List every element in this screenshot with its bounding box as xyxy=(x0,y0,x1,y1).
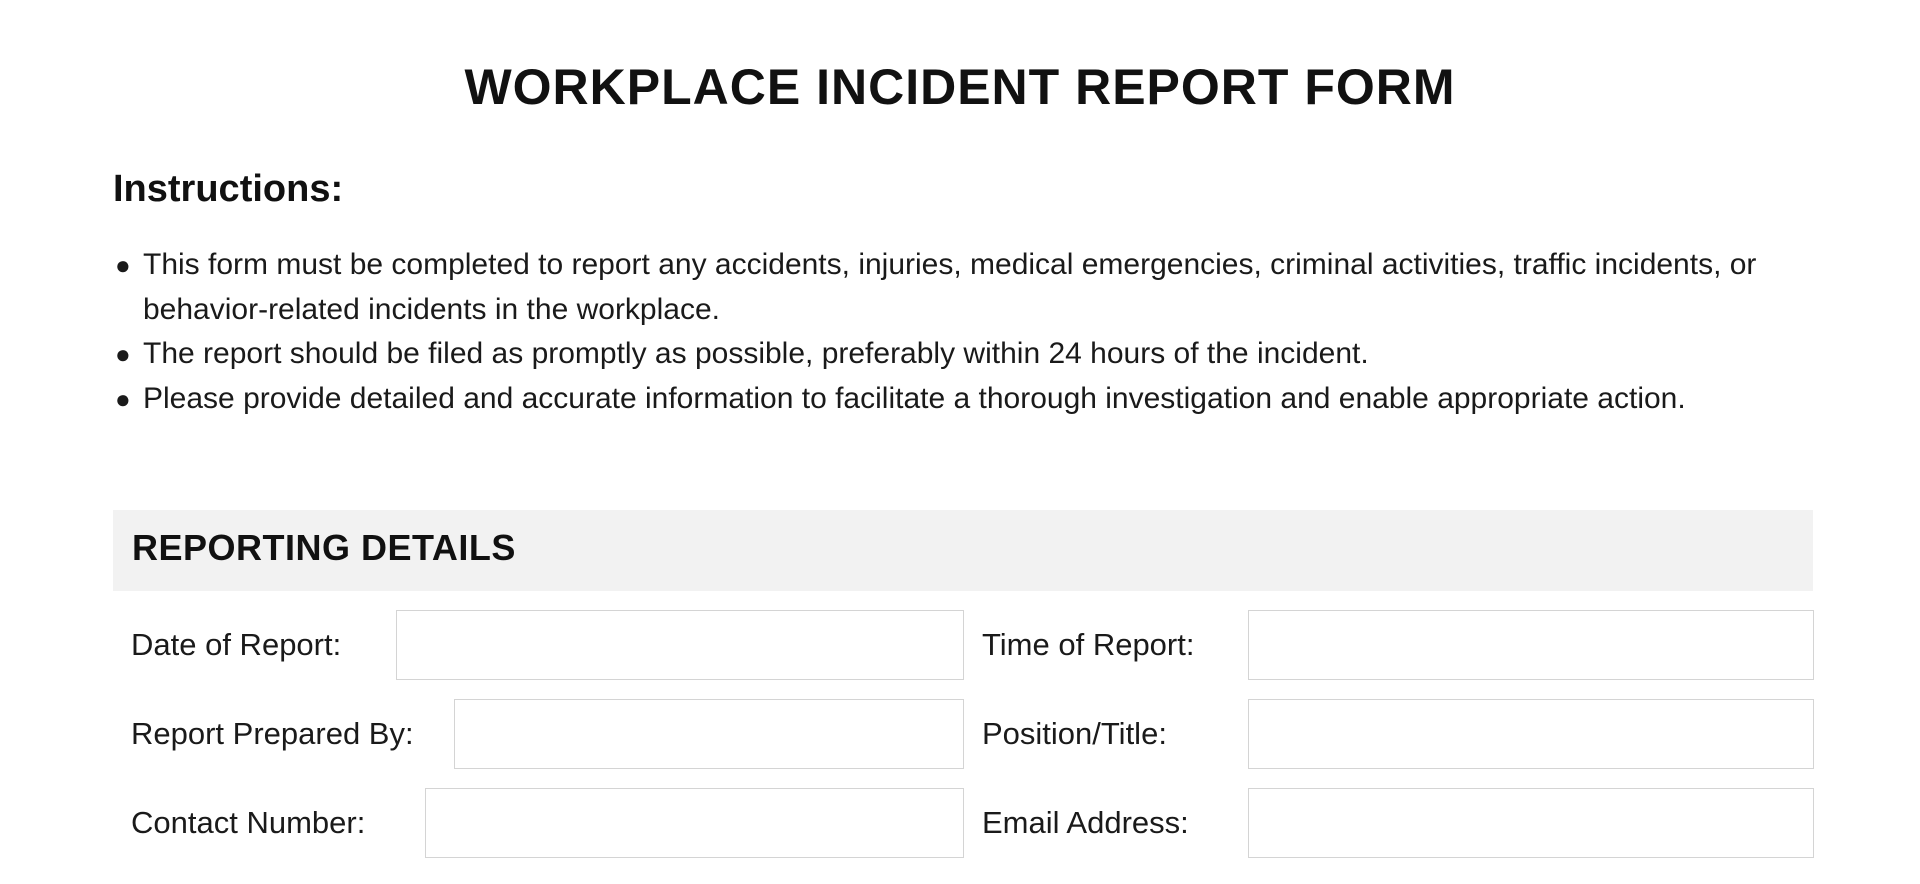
report-prepared-by-label: Report Prepared By: xyxy=(131,716,414,751)
position-title-label: Position/Title: xyxy=(982,716,1167,751)
reporting-details-header xyxy=(113,510,1813,591)
form-title: WORKPLACE INCIDENT REPORT FORM xyxy=(464,59,1456,115)
instructions-list xyxy=(113,243,1823,421)
bullet-icon: ● xyxy=(115,250,131,280)
time-of-report-label: Time of Report: xyxy=(982,627,1195,662)
instruction-text: The report should be filed as promptly as possible, preferably within 24 hours of the incident. xyxy=(143,337,1369,370)
date-of-report-label: Date of Report: xyxy=(131,627,342,662)
instruction-text: This form must be completed to report any accidents, injuries, medical emergencies, criminal activities, traffic incidents, or behavior-related incidents in the workplace. xyxy=(143,248,1757,326)
report-prepared-by-input[interactable] xyxy=(454,699,964,769)
instruction-text: Please provide detailed and accurate information to facilitate a thorough investigation and enable appropriate action. xyxy=(143,381,1686,415)
email-address-label: Email Address: xyxy=(982,805,1189,840)
instruction-item xyxy=(113,243,1823,332)
instructions-heading: Instructions: xyxy=(113,168,344,210)
bullet-icon: ● xyxy=(115,339,131,369)
email-address-input[interactable] xyxy=(1248,788,1814,858)
instruction-item xyxy=(113,377,1823,422)
time-of-report-input[interactable] xyxy=(1248,610,1814,680)
position-title-input[interactable] xyxy=(1248,699,1814,769)
date-of-report-input[interactable] xyxy=(396,610,964,680)
bullet-icon: ● xyxy=(115,383,131,414)
contact-number-label: Contact Number: xyxy=(131,805,366,840)
section-title: REPORTING DETAILS xyxy=(132,527,516,568)
instruction-item xyxy=(113,332,1823,377)
contact-number-input[interactable] xyxy=(425,788,964,858)
